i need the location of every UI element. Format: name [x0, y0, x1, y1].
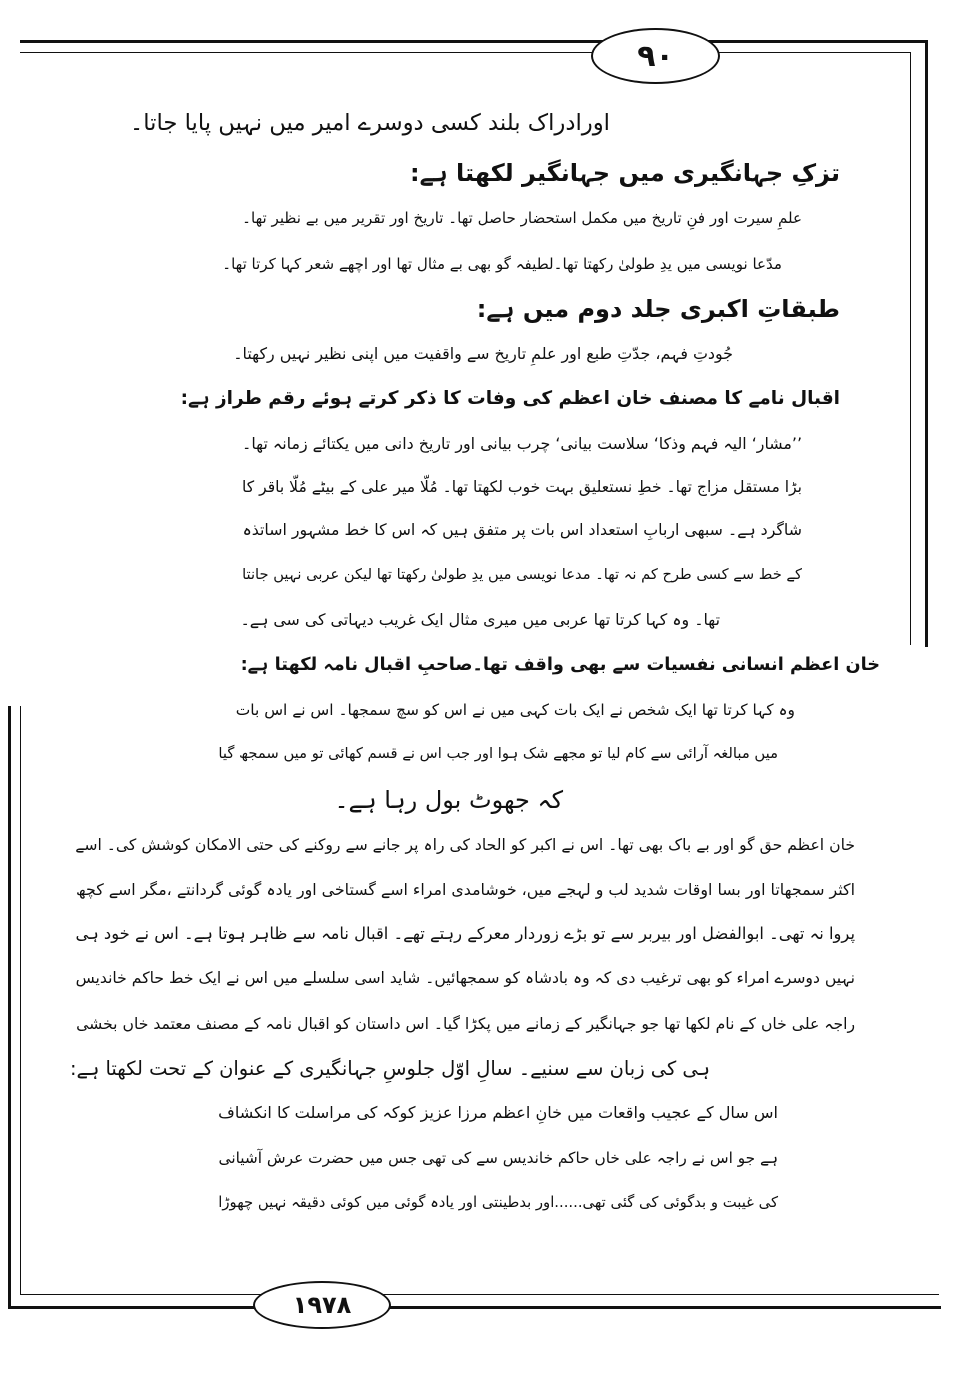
- quote-line: شاگرد ہے۔ سبھی اربابِ استعداد اس بات پر متفق ہیں کہ اس کا خط مشہور اساتذہ: [242, 520, 802, 539]
- section-heading: تزکِ جہانگیری میں جہانگیر لکھتا ہے:: [409, 159, 840, 187]
- page-number-bottom: ۱۹۷۸: [253, 1281, 391, 1329]
- body-line: خان اعظم حق گو اور بے باک بھی تھا۔ اس نے اکبر کو الحاد کی راہ پر جانے سے روکنے کی حتی الامکان کوشش کی۔ اسے: [75, 835, 855, 854]
- text-line: اورادراک بلند کسی دوسرے امیر میں نہیں پایا جاتا۔: [129, 110, 610, 136]
- quote-line: تھا۔ وہ کہا کرتا تھا عربی میں میری مثال ایک غریب دیہاتی کی سی ہے۔: [240, 610, 720, 629]
- quote-line: جُودتِ فہم، جدّتِ طبع اور علمِ تاریخ سے واقفیت میں اپنی نظیر نہیں رکھتا۔: [233, 344, 733, 363]
- body-line: راجہ علی خاں کے نام لکھا تھا جو جہانگیر کے زمانے میں پکڑا گیا۔ اس داستان کو اقبال نامہ کے مصنف معتمد خاں بخشی: [76, 1014, 855, 1033]
- body-line: ہی کی زبان سے سنیے۔ سالِ اوّل جلوسِ جہانگیری کے عنوان کے تحت لکھتا ہے:: [70, 1057, 710, 1080]
- quote-line: بڑا مستقل مزاج تھا۔ خطِ نستعلیق بہت خوب لکھتا تھا۔ مُلّا میر علی کے بیٹے مُلّا باقر کا: [241, 478, 802, 496]
- section-heading: طبقاتِ اکبری جلد دوم میں ہے:: [476, 295, 840, 323]
- body-line: نہیں دوسرے امراء کو بھی ترغیب دی کہ وہ بادشاہ کو سمجھائیں۔ شاید اسی سلسلے میں اس نے ایک خط حاکم خاندیس: [75, 968, 855, 987]
- quote-line: مدّعا نویسی میں یدِ طولیٰ رکھتا تھا۔لطیفہ گو بھی بے مثال تھا اور اچھے شعر کہا کرتا تھا۔: [222, 255, 782, 273]
- quote-line: کی غیبت و بدگوئی کی گئی تھی......اور بدطینتی اور یادہ گوئی میں کوئی دقیقہ نہیں چھوڑا: [218, 1194, 778, 1211]
- quote-line: کہ جھوٹ بول رہا ہے۔: [334, 786, 563, 814]
- page-number-top: ۹۰: [591, 28, 720, 84]
- body-line: اکثر سمجھاتا اور بسا اوقات شدید لب و لہجے میں، خوشامدی امراء اسے گستاخی اور یادہ گوئی گردانتے ،مگر اسے کچھ: [75, 880, 855, 899]
- section-heading: خان اعظم انسانی نفسیات سے بھی واقف تھا۔صاحبِ اقبال نامہ لکھتا ہے:: [240, 655, 880, 675]
- body-line: پروا نہ تھی۔ ابوالفضل اور بیربر سے تو بڑے زوردار معرکے رہتے تھے۔ اقبال نامہ سے ظاہر ہوتا ہے۔ اس نے خود ہی: [75, 924, 855, 943]
- quote-line: میں مبالغہ آرائی سے کام لیا تو مجھے شک ہوا اور جب اس نے قسم کھائی تو میں سمجھ گیا: [218, 745, 778, 762]
- section-heading: اقبال نامے کا مصنف خان اعظم کی وفات کا ذکر کرتے ہوئے رقم طراز ہے:: [180, 388, 840, 409]
- quote-line: ’’مشار‘ الیہ فہم وذکا‘ سلاست بیانی‘ چرب بیانی اور تاریخ دانی میں یکتائے زمانہ تھا۔: [242, 434, 802, 453]
- quote-line: کے خط سے کسی طرح کم نہ تھا۔ مدعا نویسی میں یدِ طولیٰ رکھتا تھا لیکن عربی نہیں جانتا: [242, 566, 802, 583]
- quote-line: علمِ سیرت اور فنِ تاریخ میں مکمل استحضار حاصل تھا۔ تاریخ اور تقریر میں بے نظیر تھا۔: [242, 209, 802, 227]
- quote-line: وہ کہا کرتا تھا ایک شخص نے ایک بات کہی میں نے اس کو سچ سمجھا۔ اس نے اس بات: [235, 701, 795, 719]
- quote-line: اس سال کے عجیب واقعات میں خانِ اعظم مرزا عزیز کوکہ کی مراسلت کا انکشاف: [218, 1103, 778, 1122]
- quote-line: ہے جو اس نے راجہ علی خاں حاکم خاندیس سے کی تھی جس میں حضرت عرش آشیانی: [218, 1149, 778, 1167]
